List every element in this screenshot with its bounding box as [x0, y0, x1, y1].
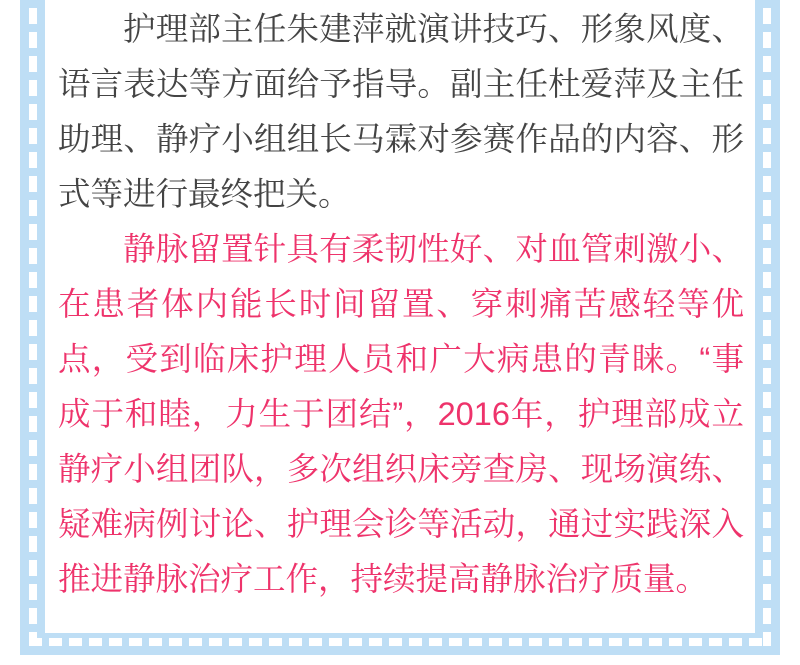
decorative-blue-frame — [20, 0, 780, 655]
dashed-line-right — [763, 0, 771, 646]
article-body — [45, 0, 755, 643]
dashed-line-left — [29, 0, 37, 646]
content-panel — [45, 0, 755, 633]
paragraph-guidance-text: 护理部主任朱建萍就演讲技巧、形象风度、语言表达等方面给予指导。副主任杜爱萍及主任助理、静疗小组组长马霖对参赛作品的内容、形式等进行最终把关。 — [58, 11, 744, 212]
paragraph-iv-team-text: 静脉留置针具有柔韧性好、对血管刺激小、在患者体内能长时间留置、穿刺痛苦感轻等优点，受到临床护理人员和广大病患的青睐。“事成于和睦，力生于团结”，2016年，护理部成立静疗小组团队，多次组织床旁查房、现场演练、疑难病例讨论、护理会诊等活动，通过实践深入推进静脉治疗工作，持续提高静脉治疗质量。 — [58, 231, 744, 597]
